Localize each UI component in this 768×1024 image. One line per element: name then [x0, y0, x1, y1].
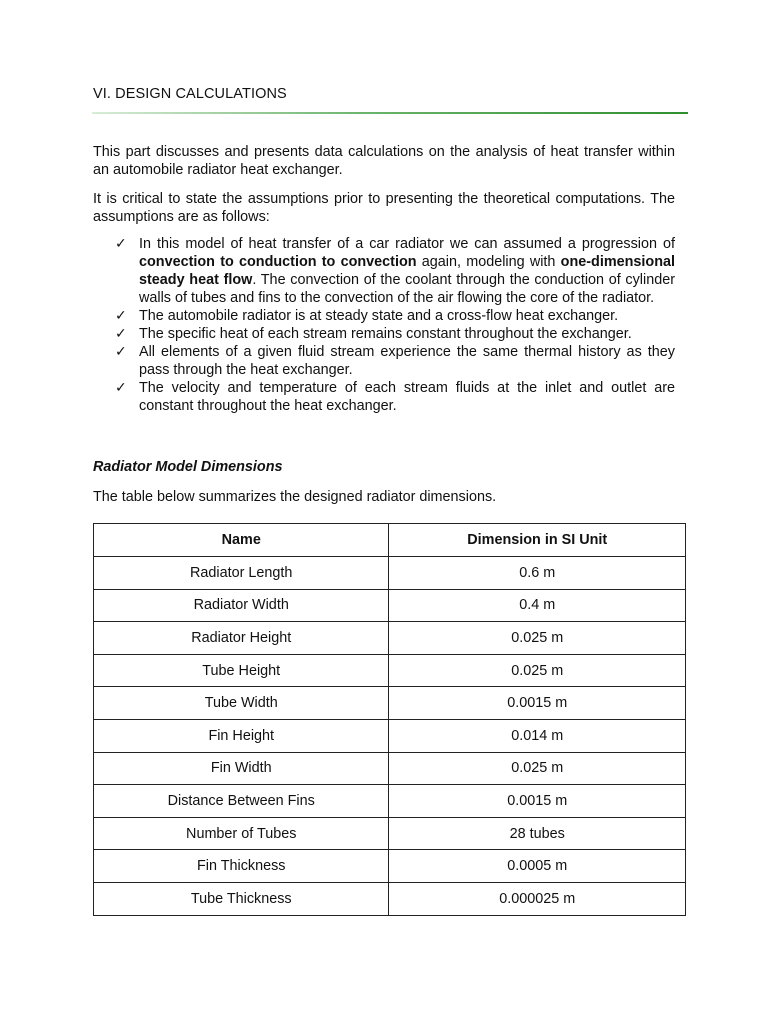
column-header-name: Name [94, 524, 389, 557]
assumption-text: The velocity and temperature of each stream fluids at the inlet and outlet are constant throughout the heat exchanger. [139, 380, 675, 414]
list-item [93, 325, 675, 343]
assumption-text: In this model of heat transfer of a car radiator we can assumed a progression of [139, 236, 675, 252]
checkmark-icon: ✓ [115, 380, 127, 396]
dimensions-table [93, 523, 686, 916]
table-row [94, 817, 686, 850]
list-item [93, 379, 675, 415]
dimension-name: Radiator Width [94, 589, 389, 622]
dimension-name: Tube Height [94, 654, 389, 687]
table-intro: The table below summarizes the designed radiator dimensions. [93, 489, 497, 505]
checkmark-icon: ✓ [115, 344, 127, 360]
intro-paragraph: This part discusses and presents data calculations on the analysis of heat transfer within an automobile radiator heat exchanger. [93, 144, 675, 178]
assumption-text: The specific heat of each stream remains constant throughout the exchanger. [139, 326, 632, 342]
dimension-value: 0.4 m [389, 589, 686, 622]
assumptions-intro: It is critical to state the assumptions prior to presenting the theoretical computations. The assumptions are as follows: [93, 191, 675, 225]
subheading: Radiator Model Dimensions [93, 459, 283, 475]
dimension-name: Tube Thickness [94, 882, 389, 915]
dimension-value: 0.025 m [389, 654, 686, 687]
dimension-name: Fin Width [94, 752, 389, 785]
dimension-name: Fin Height [94, 719, 389, 752]
table-row [94, 687, 686, 720]
assumption-text: again, modeling with [416, 254, 561, 270]
dimension-name: Tube Width [94, 687, 389, 720]
heading-divider [92, 112, 688, 114]
dimension-name: Number of Tubes [94, 817, 389, 850]
table-row [94, 654, 686, 687]
assumption-text: The automobile radiator is at steady state and a cross-flow heat exchanger. [139, 308, 619, 324]
assumption-text: All elements of a given fluid stream experience the same thermal history as they pass through the heat exchanger. [139, 344, 675, 378]
dimension-value: 0.0005 m [389, 850, 686, 883]
dimension-name: Radiator Height [94, 622, 389, 655]
dimension-name: Fin Thickness [94, 850, 389, 883]
checkmark-icon: ✓ [115, 236, 127, 252]
list-item [93, 343, 675, 379]
dimension-name: Distance Between Fins [94, 785, 389, 818]
section-heading: VI. DESIGN CALCULATIONS [93, 86, 287, 102]
assumption-emphasis: convection to conduction to convection [139, 254, 417, 270]
dimension-value: 0.0015 m [389, 687, 686, 720]
list-item [93, 307, 675, 325]
table-row [94, 589, 686, 622]
table-row [94, 719, 686, 752]
table-row [94, 752, 686, 785]
assumption-text: . The convection of the coolant through the conduction of cylinder walls of tubes and fins to the convection of the air flowing the core of the radiator. [139, 272, 675, 306]
assumptions-list [93, 235, 675, 415]
table-row [94, 622, 686, 655]
column-header-dimension: Dimension in SI Unit [389, 524, 686, 557]
checkmark-icon: ✓ [115, 308, 127, 324]
dimension-value: 0.025 m [389, 752, 686, 785]
assumption-emphasis: one-dimensional steady heat flow [139, 254, 675, 288]
table-row [94, 557, 686, 590]
dimension-value: 0.0015 m [389, 785, 686, 818]
dimension-value: 0.014 m [389, 719, 686, 752]
dimension-value: 0.6 m [389, 557, 686, 590]
table-row [94, 850, 686, 883]
list-item [93, 235, 675, 307]
dimension-value: 0.025 m [389, 622, 686, 655]
dimension-value: 28 tubes [389, 817, 686, 850]
checkmark-icon: ✓ [115, 326, 127, 342]
table-header-row [94, 524, 686, 557]
table-row [94, 785, 686, 818]
table-row [94, 882, 686, 915]
dimension-value: 0.000025 m [389, 882, 686, 915]
dimension-name: Radiator Length [94, 557, 389, 590]
